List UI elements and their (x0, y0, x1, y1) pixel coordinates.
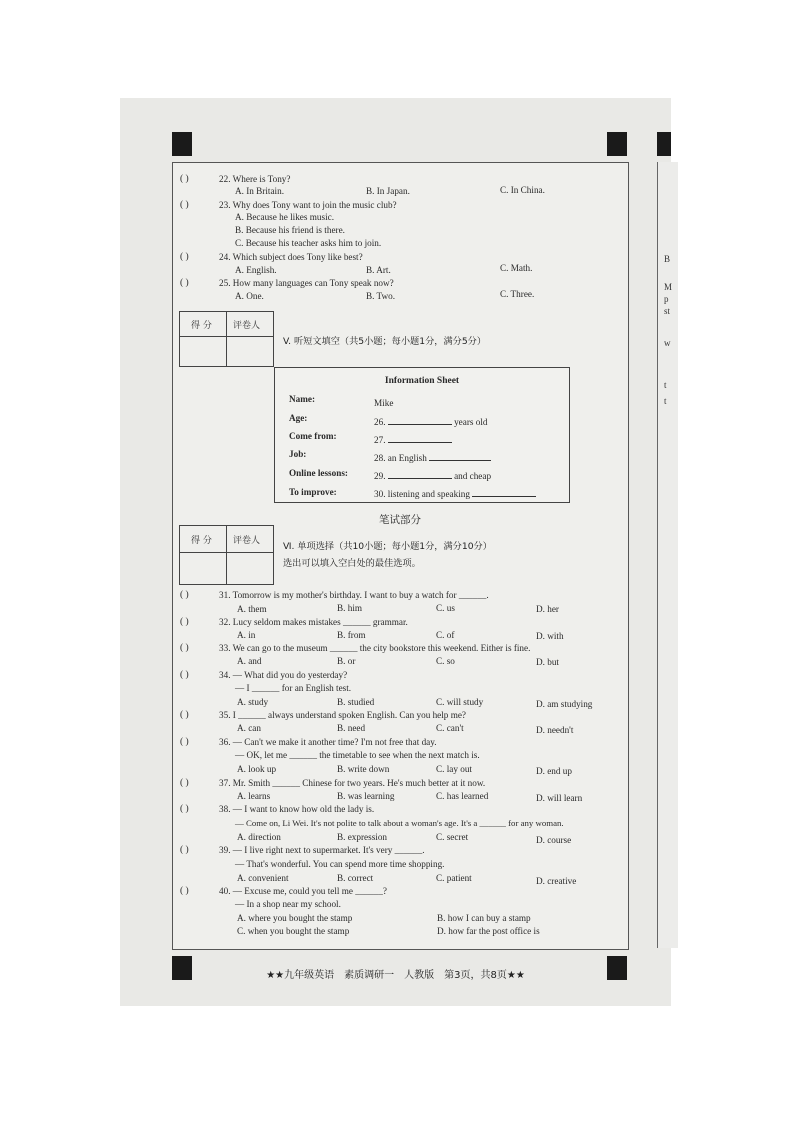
strip-letter: M (664, 282, 673, 292)
info-value: Mike (374, 398, 394, 408)
strip-letter: t (664, 380, 667, 390)
next-page-strip (657, 162, 678, 948)
answer-paren[interactable]: ( ) (180, 200, 189, 210)
grader-label: 评卷人 (233, 536, 261, 546)
info-label: Job: (289, 449, 307, 459)
info-value-26 (374, 416, 488, 427)
answer-paren[interactable]: ( ) (180, 590, 189, 600)
registration-mark-top-left (172, 132, 192, 156)
answer-blank[interactable] (429, 452, 491, 461)
score-box (179, 311, 274, 367)
option: D. am studying (536, 699, 593, 709)
score-label: 得 分 (191, 536, 212, 546)
question-33-stem: 33. We can go to the museum ______ the city bookstore this weekend. Either is fine. (219, 643, 531, 653)
strip-letter: t (664, 396, 667, 406)
option: C. In China. (500, 185, 545, 195)
option: A. in (237, 630, 256, 640)
option: D. end up (536, 766, 572, 776)
section-6-instruction: 选出可以填入空白处的最佳选项。 (283, 558, 421, 569)
info-label: Age: (289, 413, 308, 423)
question-36-stem: 36. — Can't we make it another time? I'm not free that day. (219, 737, 437, 747)
option: B. expression (337, 832, 388, 842)
strip-letter: st (664, 306, 671, 316)
question-24-stem: 24. Which subject does Tony like best? (219, 252, 363, 262)
question-25-stem: 25. How many languages can Tony speak now? (219, 278, 394, 288)
option: A. look up (237, 764, 277, 774)
blank-suffix: years old (451, 417, 488, 427)
option: B. Because his friend is there. (235, 225, 345, 235)
option: D. her (536, 604, 559, 614)
option: C. secret (436, 832, 469, 842)
question-40-line2: — In a shop near my school. (235, 899, 341, 909)
blank-number: 30. listening and speaking (374, 489, 473, 499)
option: A. In Britain. (235, 186, 284, 196)
info-label: Come from: (289, 431, 337, 441)
option: C. us (436, 603, 455, 613)
option: B. In Japan. (366, 186, 410, 196)
blank-suffix: and cheap (451, 471, 492, 481)
information-sheet-title: Information Sheet (384, 376, 460, 386)
strip-letter: B (664, 254, 671, 264)
section-6-title: Ⅵ. 单项选择（共10小题；每小题1分，满分10分） (283, 541, 492, 552)
option: B. or (337, 656, 356, 666)
option: A. learns (237, 791, 271, 801)
written-part-title: 笔试部分 (379, 514, 421, 526)
info-label: Online lessons: (289, 468, 348, 478)
blank-number: 28. an English (374, 453, 430, 463)
answer-paren[interactable]: ( ) (180, 617, 189, 627)
blank-number: 27. (374, 435, 388, 445)
option: B. correct (337, 873, 374, 883)
option: B. Two. (366, 291, 396, 301)
question-34-line2: — I ______ for an English test. (235, 683, 352, 693)
registration-mark-top-far-right (657, 132, 671, 156)
question-39-line2: — That's wonderful. You can spend more time shopping. (235, 859, 445, 869)
answer-paren[interactable]: ( ) (180, 845, 189, 855)
answer-blank[interactable] (472, 488, 536, 497)
option: D. needn't (536, 725, 574, 735)
answer-paren[interactable]: ( ) (180, 174, 189, 184)
option: C. lay out (436, 764, 472, 774)
answer-paren[interactable]: ( ) (180, 778, 189, 788)
info-label: To improve: (289, 487, 337, 497)
question-22-stem: 22. Where is Tony? (219, 174, 291, 184)
question-32-stem: 32. Lucy seldom makes mistakes ______ grammar. (219, 617, 408, 627)
option: C. Three. (500, 289, 535, 299)
option: B. was learning (337, 791, 395, 801)
option: C. patient (436, 873, 472, 883)
exam-sheet (172, 162, 629, 950)
answer-paren[interactable]: ( ) (180, 886, 189, 896)
scanned-photo (120, 98, 671, 1006)
info-value-29 (374, 470, 491, 481)
option: A. English. (235, 265, 277, 275)
score-label: 得 分 (191, 321, 212, 331)
option: B. need (337, 723, 366, 733)
answer-paren[interactable]: ( ) (180, 278, 189, 288)
option: A. and (237, 656, 262, 666)
answer-blank[interactable] (388, 434, 452, 443)
answer-paren[interactable]: ( ) (180, 737, 189, 747)
option: A. where you bought the stamp (237, 913, 353, 923)
option: A. direction (237, 832, 281, 842)
option: C. will study (436, 697, 484, 707)
info-label: Name: (289, 394, 316, 404)
strip-letter: p (664, 294, 669, 304)
question-39-stem: 39. — I live right next to supermarket. It's very ______. (219, 845, 425, 855)
option: D. with (536, 631, 564, 641)
question-23-stem: 23. Why does Tony want to join the music club? (219, 200, 397, 210)
option: C. when you bought the stamp (237, 926, 350, 936)
info-value-30 (374, 488, 536, 499)
question-34-stem: 34. — What did you do yesterday? (219, 670, 348, 680)
option: A. convenient (237, 873, 289, 883)
answer-paren[interactable]: ( ) (180, 670, 189, 680)
section-5-title: V. 听短文填空（共5小题；每小题1分，满分5分） (283, 336, 487, 347)
question-37-stem: 37. Mr. Smith ______ Chinese for two years. He's much better at it now. (219, 778, 486, 788)
strip-letter: w (664, 338, 671, 348)
information-sheet (274, 367, 570, 503)
question-36-line2: — OK, let me ______ the timetable to see when the next match is. (235, 750, 480, 760)
option: C. of (436, 630, 455, 640)
option: C. Math. (500, 263, 533, 273)
question-40-stem: 40. — Excuse me, could you tell me ______? (219, 886, 387, 896)
option: D. how far the post office is (437, 926, 540, 936)
answer-blank[interactable] (388, 470, 452, 479)
option: C. Because his teacher asks him to join. (235, 238, 382, 248)
option: D. creative (536, 876, 577, 886)
option: A. One. (235, 291, 264, 301)
blank-number: 29. (374, 471, 388, 481)
page-footer: ★★九年级英语 素质调研一 人教版 第3页，共8页★★ (266, 970, 525, 981)
option: B. studied (337, 697, 375, 707)
option: C. has learned (436, 791, 489, 801)
grader-label: 评卷人 (233, 321, 261, 331)
option: B. write down (337, 764, 390, 774)
answer-paren[interactable]: ( ) (180, 710, 189, 720)
option: C. so (436, 656, 455, 666)
option: B. from (337, 630, 366, 640)
option: C. can't (436, 723, 464, 733)
answer-blank[interactable] (388, 416, 452, 425)
option: A. them (237, 604, 267, 614)
question-35-stem: 35. I ______ always understand spoken English. Can you help me? (219, 710, 466, 720)
option: A. study (237, 697, 269, 707)
answer-paren[interactable]: ( ) (180, 643, 189, 653)
info-value-28 (374, 452, 491, 463)
blank-number: 26. (374, 417, 388, 427)
question-38-line2: — Come on, Li Wei. It's not polite to talk about a woman's age. It's a ______ for any woman. (235, 818, 564, 828)
info-value-27 (374, 434, 452, 445)
option: D. course (536, 835, 572, 845)
score-box (179, 525, 274, 585)
option: D. will learn (536, 793, 583, 803)
option: B. how I can buy a stamp (437, 913, 531, 923)
option: A. Because he likes music. (235, 212, 334, 222)
option: A. can (237, 723, 261, 733)
option: D. but (536, 657, 559, 667)
option: B. him (337, 603, 363, 613)
question-31-stem: 31. Tomorrow is my mother's birthday. I want to buy a watch for ______. (219, 590, 489, 600)
registration-mark-top-right (607, 132, 627, 156)
answer-paren[interactable]: ( ) (180, 252, 189, 262)
answer-paren[interactable]: ( ) (180, 804, 189, 814)
question-38-stem: 38. — I want to know how old the lady is. (219, 804, 375, 814)
option: B. Art. (366, 265, 391, 275)
